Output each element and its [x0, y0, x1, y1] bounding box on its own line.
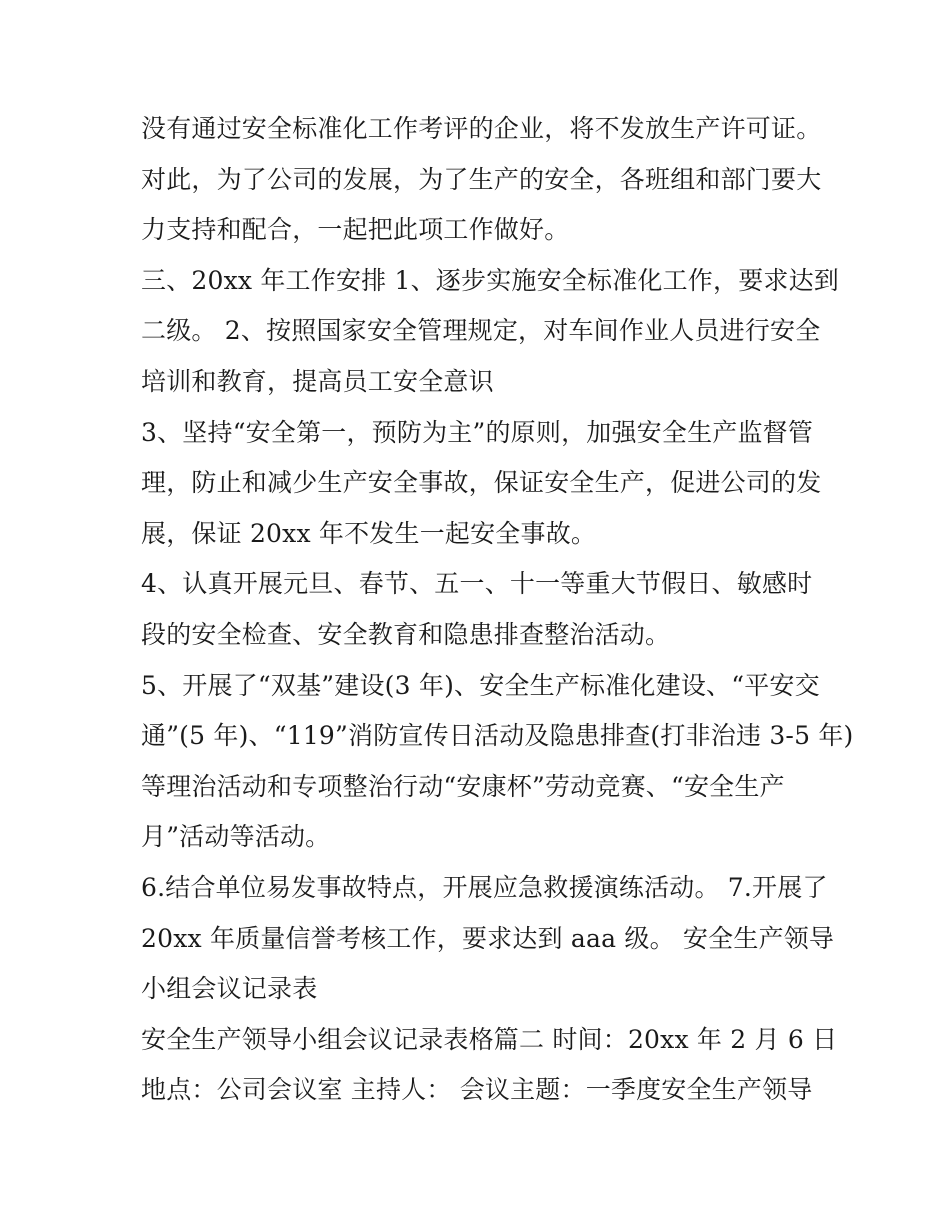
text-line: 培训和教育，提高员工安全意识	[141, 366, 494, 396]
text-line: 二级。 2、按照国家安全管理规定，对车间作业人员进行安全	[141, 316, 821, 346]
text-line: 力支持和配合，一起把此项工作做好。	[141, 215, 570, 245]
text-line: 通”(5 年)、“119”消防宣传日活动及隐患排查(打非治违 3-5 年)	[141, 721, 854, 751]
text-line: 安全生产领导小组会议记录表格篇二 时间：20xx 年 2 月 6 日	[141, 1024, 838, 1054]
text-line: 展，保证 20xx 年不发生一起安全事故。	[141, 518, 597, 548]
text-line: 小组会议记录表	[141, 974, 318, 1004]
text-line: 6.结合单位易发事故特点，开展应急救援演练活动。 7.开展了	[141, 872, 828, 902]
text-line: 等理治活动和专项整治行动“安康杯”劳动竞赛、“安全生产	[141, 771, 785, 801]
text-line: 3、坚持“安全第一，预防为主”的原则，加强安全生产监督管	[141, 417, 814, 447]
text-line: 4、认真开展元旦、春节、五一、十一等重大节假日、敏感时	[141, 569, 813, 599]
text-line: 对此，为了公司的发展，为了生产的安全，各班组和部门要大	[141, 164, 822, 194]
text-line: 理，防止和减少生产安全事故，保证安全生产，促进公司的发	[141, 468, 822, 498]
text-line: 月”活动等活动。	[141, 822, 331, 852]
text-line: 5、开展了“双基”建设(3 年)、安全生产标准化建设、“平安交	[141, 670, 820, 700]
text-line: 地点：公司会议室 主持人： 会议主题：一季度安全生产领导	[141, 1075, 813, 1105]
text-line: 20xx 年质量信誉考核工作，要求达到 aaa 级。 安全生产领导	[141, 923, 835, 953]
section-heading-line: 三、20xx 年工作安排 1、逐步实施安全标准化工作，要求达到	[141, 265, 840, 295]
document-body	[141, 104, 854, 1116]
text-line: 段的安全检查、安全教育和隐患排查整治活动。	[141, 619, 671, 649]
text-line: 没有通过安全标准化工作考评的企业，将不发放生产许可证。	[141, 114, 822, 143]
